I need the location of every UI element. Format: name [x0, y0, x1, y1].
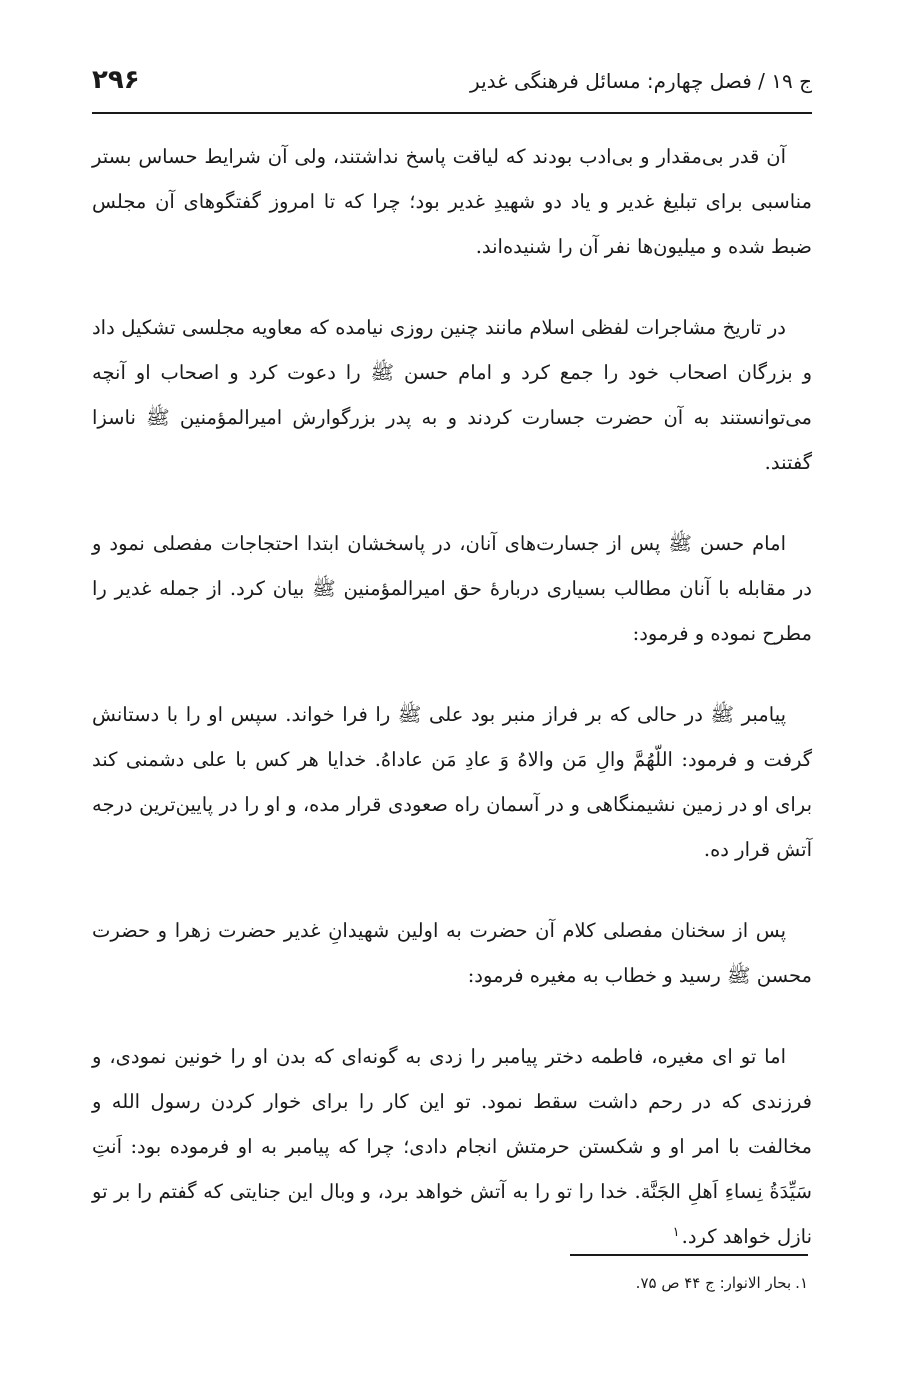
paragraph-4-text: پیامبر ﷺ در حالی که بر فراز منبر بود علی ﷺ را فرا خواند. سپس او را با دستانش گرفت و فرمود: اللّهُمَّ والِ مَن والاهُ وَ عادِ مَن عاداهُ. خدایا هر کس با علی دشمنی کند برای او در زمین نشیمنگاهی و در آسمان راه صعودی قرار مده، و او را در پایین‌ترین درجه آتش قرار ده.	[92, 703, 812, 861]
paragraph-6	[92, 1034, 812, 1259]
paragraph-5-text: پس از سخنان مفصلی کلام آن حضرت به اولین شهیدانِ غدیر حضرت زهرا و حضرت محسن ﷺ رسید و خطاب به مغیره فرمود:	[92, 919, 812, 987]
footnote-1	[88, 1268, 808, 1298]
footnote-text: بحار الانوار: ج ۴۴ ص ۷۵.	[635, 1274, 792, 1292]
paragraph-4	[92, 692, 812, 872]
chapter-title: ج ۱۹ / فصل چهارم: مسائل فرهنگی غدیر	[470, 69, 812, 93]
paragraph-6-text: اما تو ای مغیره، فاطمه دختر پیامبر را زدی به گونه‌ای که بدن او را خونین نمودی، و فرزندی که در رحم داشت سقط نمود. تو این کار را برای خوار کردن رسول الله و مخالفت با امر او و شکستن حرمتش انجام دادی؛ چرا که پیامبر به او فرموده بود: اَنتِ سَیِّدَةُ نِساءِ اَهلِ الجَنَّة. خدا را تو را به آتش خواهد برد، و وبال این جنایتی که گفتم را بر تو نازل خواهد کرد.	[92, 1045, 812, 1248]
paragraph-2	[92, 305, 812, 485]
paragraph-3	[92, 521, 812, 656]
paragraph-3-text: امام حسن ﷺ پس از جسارت‌های آنان، در پاسخشان ابتدا احتجاجات مفصلی نمود و در مقابله با آنان مطالب بسیاری دربارهٔ حق امیرالمؤمنین ﷺ بیان کرد. از جمله غدیر را مطرح نموده و فرمود:	[92, 532, 812, 645]
paragraph-2-text: در تاریخ مشاجرات لفظی اسلام مانند چنین روزی نیامده که معاویه مجلسی تشکیل داد و بزرگان اصحاب خود را جمع کرد و امام حسن ﷺ را دعوت کرد و اصحاب او آنچه می‌توانستند به آن حضرت جسارت کردند و به پدر بزرگوارش امیرالمؤمنین ﷺ ناسزا گفتند.	[92, 316, 812, 474]
page	[92, 60, 812, 1295]
paragraph-5	[92, 908, 812, 998]
footnote-number: ۱.	[795, 1274, 808, 1292]
footnotes	[88, 1268, 808, 1298]
paragraph-1	[92, 134, 812, 269]
body-text	[92, 134, 812, 1259]
running-header	[92, 60, 812, 114]
footnote-reference[interactable]: ۱	[672, 1224, 680, 1240]
footnote-divider	[570, 1254, 808, 1256]
paragraph-1-text: آن قدر بی‌مقدار و بی‌ادب بودند که لیاقت پاسخ نداشتند، ولی آن شرایط حساس بستر مناسبی برای تبلیغ غدیر و یاد دو شهیدِ غدیر بود؛ چرا که تا امروز گفتگوهای آن مجلس ضبط شده و میلیون‌ها نفر آن را شنیده‌اند.	[92, 145, 812, 258]
page-number: ۲۹۶	[92, 65, 140, 95]
